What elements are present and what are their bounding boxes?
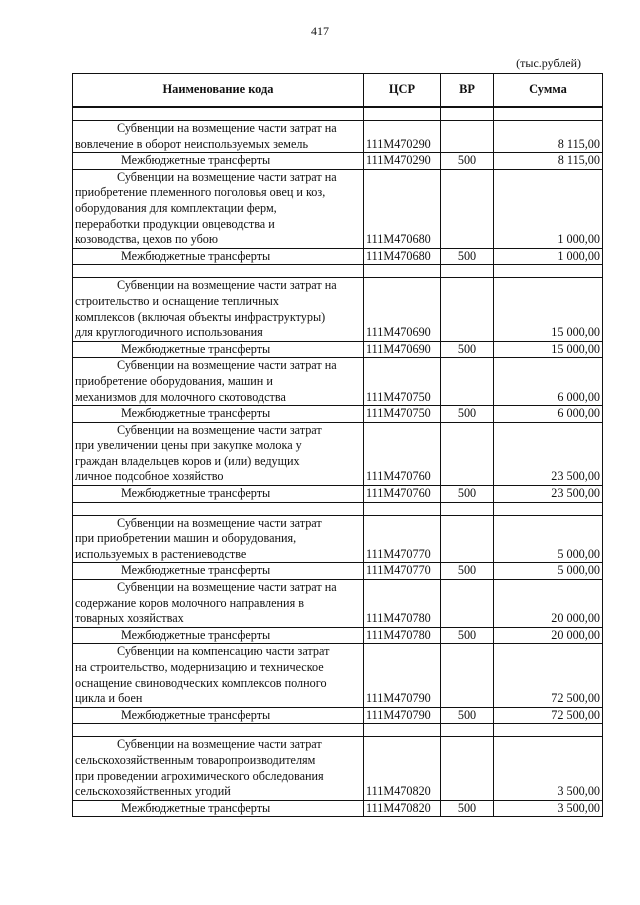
row-name-text: цикла и боен <box>75 691 143 706</box>
transfer-sum: 15 000,00 <box>494 341 603 358</box>
row-name <box>73 278 364 341</box>
transfer-csr: 111М470750 <box>364 406 441 423</box>
transfer-csr: 111М470690 <box>364 341 441 358</box>
transfer-name: Межбюджетные трансферты <box>73 406 364 423</box>
row-name-text: козоводства, цехов по убою <box>75 232 218 247</box>
spacer-cell <box>364 265 441 278</box>
row-name-text: Субвенции на возмещение части затрат на <box>117 169 337 184</box>
row-name-line <box>75 170 361 186</box>
transfer-row <box>73 707 603 724</box>
spacer-row <box>73 265 603 278</box>
row-name-text: Субвенции на возмещение части затрат <box>117 515 322 530</box>
row-csr: 111М470780 <box>364 580 441 628</box>
row-name <box>73 169 364 248</box>
row-sum: 6 000,00 <box>494 358 603 406</box>
transfer-row <box>73 486 603 503</box>
row-csr: 111М470820 <box>364 737 441 800</box>
row-name-text: механизмов для молочного скотоводства <box>75 389 286 404</box>
transfer-sum: 23 500,00 <box>494 486 603 503</box>
row-vr <box>441 422 494 485</box>
transfer-row <box>73 627 603 644</box>
header-csr: ЦСР <box>364 74 441 108</box>
row-csr: 111М470680 <box>364 169 441 248</box>
units-label: (тыс.рублей) <box>516 56 581 70</box>
row-name-line <box>75 580 361 596</box>
row-sum: 8 115,00 <box>494 121 603 153</box>
spacer-cell <box>364 502 441 515</box>
spacer-cell <box>494 107 603 121</box>
row-name-line <box>75 737 361 753</box>
transfer-name: Межбюджетные трансферты <box>73 627 364 644</box>
row-vr <box>441 169 494 248</box>
spacer-cell <box>73 502 364 515</box>
row-name <box>73 121 364 153</box>
spacer-cell <box>364 724 441 737</box>
row-name-text: содержание коров молочного направления в <box>75 595 304 610</box>
transfer-sum: 1 000,00 <box>494 248 603 265</box>
row-sum: 72 500,00 <box>494 644 603 707</box>
table-row <box>73 358 603 406</box>
row-csr: 111М470790 <box>364 644 441 707</box>
row-name-line <box>75 137 361 153</box>
transfer-row <box>73 341 603 358</box>
row-name-line <box>75 325 361 341</box>
row-name-text: используемых в растениеводстве <box>75 546 247 561</box>
row-vr <box>441 515 494 563</box>
transfer-vr: 500 <box>441 800 494 817</box>
row-sum: 5 000,00 <box>494 515 603 563</box>
row-name-text: Субвенции на возмещение части затрат <box>117 422 322 437</box>
spacer-cell <box>364 107 441 121</box>
spacer-row <box>73 724 603 737</box>
transfer-vr: 500 <box>441 153 494 170</box>
row-csr: 111М470690 <box>364 278 441 341</box>
row-name-line <box>75 358 361 374</box>
row-name-line <box>75 390 361 406</box>
row-name-text: оснащение свиноводческих комплексов полного <box>75 675 327 690</box>
row-csr: 111М470290 <box>364 121 441 153</box>
transfer-name: Межбюджетные трансферты <box>73 248 364 265</box>
transfer-sum: 8 115,00 <box>494 153 603 170</box>
row-name-text: при увеличении цены при закупке молока у <box>75 438 302 453</box>
row-name-text: вовлечение в оборот неиспользуемых земель <box>75 136 309 151</box>
row-name <box>73 422 364 485</box>
transfer-row <box>73 248 603 265</box>
transfer-name: Межбюджетные трансферты <box>73 486 364 503</box>
row-name-line <box>75 232 361 248</box>
transfer-vr: 500 <box>441 341 494 358</box>
row-name-text: переработки продукции овцеводства и <box>75 216 275 231</box>
row-name-line <box>75 753 361 769</box>
spacer-cell <box>494 724 603 737</box>
spacer-cell <box>494 502 603 515</box>
transfer-csr: 111М470790 <box>364 707 441 724</box>
transfer-csr: 111М470770 <box>364 563 441 580</box>
transfer-sum: 6 000,00 <box>494 406 603 423</box>
row-name-text: строительство и оснащение тепличных <box>75 293 279 308</box>
spacer-cell <box>441 724 494 737</box>
row-vr <box>441 580 494 628</box>
transfer-name: Межбюджетные трансферты <box>73 563 364 580</box>
row-name-text: Субвенции на возмещение части затрат на <box>117 358 337 373</box>
spacer-cell <box>441 265 494 278</box>
row-name-text: комплексов (включая объекты инфраструктуры) <box>75 309 326 324</box>
row-name-line <box>75 217 361 233</box>
row-name-line <box>75 784 361 800</box>
transfer-vr: 500 <box>441 406 494 423</box>
table-header-row <box>73 74 603 108</box>
row-name-text: личное подсобное хозяйство <box>75 469 224 484</box>
table-row <box>73 422 603 485</box>
row-name-line <box>75 310 361 326</box>
row-name <box>73 644 364 707</box>
transfer-sum: 5 000,00 <box>494 563 603 580</box>
spacer-row <box>73 502 603 515</box>
transfer-sum: 20 000,00 <box>494 627 603 644</box>
row-name-text: Субвенции на возмещение части затрат на <box>117 580 337 595</box>
row-name <box>73 515 364 563</box>
row-name-text: сельскохозяйственным товаропроизводителям <box>75 752 316 767</box>
row-name <box>73 580 364 628</box>
transfer-vr: 500 <box>441 486 494 503</box>
row-name-line <box>75 547 361 563</box>
row-name <box>73 737 364 800</box>
header-vr: ВР <box>441 74 494 108</box>
row-name-text: оборудования для комплектации ферм, <box>75 200 277 215</box>
budget-table <box>72 73 603 817</box>
transfer-row <box>73 800 603 817</box>
row-name-line <box>75 374 361 390</box>
row-name-line <box>75 438 361 454</box>
transfer-row <box>73 563 603 580</box>
row-name-line <box>75 611 361 627</box>
row-name-line <box>75 660 361 676</box>
transfer-csr: 111М470680 <box>364 248 441 265</box>
row-name-text: для круглогодичного использования <box>75 325 263 340</box>
transfer-name: Межбюджетные трансферты <box>73 153 364 170</box>
row-name-line <box>75 644 361 660</box>
row-vr <box>441 278 494 341</box>
row-name <box>73 358 364 406</box>
table-row <box>73 515 603 563</box>
spacer-cell <box>441 502 494 515</box>
row-vr <box>441 644 494 707</box>
row-name-text: товарных хозяйствах <box>75 611 184 626</box>
table-row <box>73 737 603 800</box>
page-number: 417 <box>311 24 329 38</box>
row-name-text: Субвенции на возмещение части затрат на <box>117 121 337 135</box>
row-name-text: Субвенции на возмещение части затрат <box>117 737 322 752</box>
row-name-text: Субвенции на компенсацию части затрат <box>117 644 330 659</box>
row-sum: 15 000,00 <box>494 278 603 341</box>
transfer-sum: 72 500,00 <box>494 707 603 724</box>
row-name-line <box>75 423 361 439</box>
row-name-line <box>75 596 361 612</box>
spacer-row <box>73 107 603 121</box>
row-name-line <box>75 676 361 692</box>
row-name-text: граждан владельцев коров и (или) ведущих <box>75 453 300 468</box>
header-sum: Сумма <box>494 74 603 108</box>
row-name-line <box>75 531 361 547</box>
table-row <box>73 644 603 707</box>
table-row <box>73 121 603 153</box>
spacer-cell <box>441 107 494 121</box>
row-name-text: сельскохозяйственных угодий <box>75 784 231 799</box>
row-csr: 111М470750 <box>364 358 441 406</box>
header-name: Наименование кода <box>73 74 364 108</box>
row-name-text: приобретение племенного поголовья овец и коз, <box>75 185 326 200</box>
row-name-line <box>75 769 361 785</box>
transfer-vr: 500 <box>441 627 494 644</box>
row-sum: 23 500,00 <box>494 422 603 485</box>
row-vr <box>441 358 494 406</box>
row-name-line <box>75 691 361 707</box>
transfer-vr: 500 <box>441 563 494 580</box>
row-name-text: Субвенции на возмещение части затрат на <box>117 278 337 293</box>
transfer-vr: 500 <box>441 248 494 265</box>
row-name-text: на строительство, модернизацию и техническое <box>75 660 324 674</box>
row-name-text: при приобретении машин и оборудования, <box>75 531 297 546</box>
row-vr <box>441 737 494 800</box>
row-name-line <box>75 294 361 310</box>
transfer-row <box>73 406 603 423</box>
spacer-cell <box>73 724 364 737</box>
transfer-csr: 111М470780 <box>364 627 441 644</box>
row-name-line <box>75 516 361 532</box>
table-row <box>73 580 603 628</box>
row-name-line <box>75 454 361 470</box>
transfer-name: Межбюджетные трансферты <box>73 707 364 724</box>
transfer-row <box>73 153 603 170</box>
transfer-vr: 500 <box>441 707 494 724</box>
transfer-name: Межбюджетные трансферты <box>73 800 364 817</box>
row-vr <box>441 121 494 153</box>
transfer-name: Межбюджетные трансферты <box>73 341 364 358</box>
table-row <box>73 278 603 341</box>
transfer-csr: 111М470760 <box>364 486 441 503</box>
spacer-cell <box>73 107 364 121</box>
row-name-line <box>75 121 361 137</box>
row-csr: 111М470770 <box>364 515 441 563</box>
transfer-csr: 111М470290 <box>364 153 441 170</box>
transfer-sum: 3 500,00 <box>494 800 603 817</box>
row-name-text: при проведении агрохимического обследования <box>75 768 324 783</box>
spacer-cell <box>494 265 603 278</box>
transfer-csr: 111М470820 <box>364 800 441 817</box>
row-name-line <box>75 278 361 294</box>
table-row <box>73 169 603 248</box>
table-body <box>73 107 603 817</box>
row-name-line <box>75 469 361 485</box>
row-name-line <box>75 201 361 217</box>
row-name-text: приобретение оборудования, машин и <box>75 373 273 388</box>
row-sum: 3 500,00 <box>494 737 603 800</box>
row-csr: 111М470760 <box>364 422 441 485</box>
row-name-line <box>75 185 361 201</box>
row-sum: 1 000,00 <box>494 169 603 248</box>
spacer-cell <box>73 265 364 278</box>
row-sum: 20 000,00 <box>494 580 603 628</box>
